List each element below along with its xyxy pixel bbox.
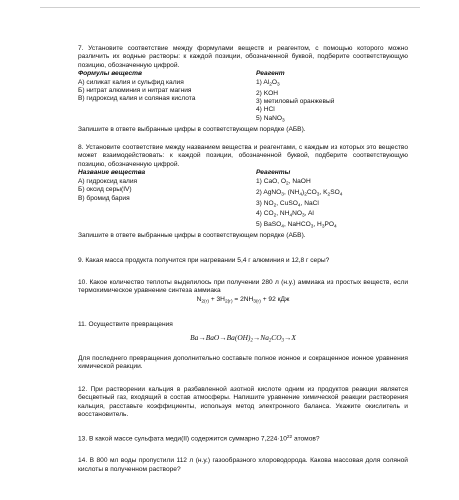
question-7 (78, 45, 408, 134)
question-8-table (78, 169, 408, 232)
question-7-right-5: 5) NaNO$_3$ (256, 114, 285, 124)
page-header-band (0, 0, 459, 30)
question-7-left-header: Формулы веществ (78, 70, 142, 78)
question-8-reagents (256, 169, 408, 232)
question-14-text: 14. В 800 мл воды пропустили 112 л (н.у.) газообразного хлороводорода. Какова массовая доля соляной кислоты в полученном растворе? (78, 457, 408, 473)
question-8-right-1: 1) CaO, $O_2$, NaOH (256, 177, 311, 187)
question-10-text: 10. Какое количество теплоты выделилось при получении 280 л (н.у.) аммиака из простых веществ, если термохимическое уравнение синтеза аммиака (78, 279, 408, 295)
question-7-text: 7. Установите соответствие между формулами веществ и реагентом, с помощью которого можно различить их водные растворы: к каждой позиции, обозначенной буквой, подберите соответствующую позицию, обозначенную цифрой. (78, 45, 408, 69)
question-10-equation: $N_{2(г)} + 3H_{2(г)} = 2NH_{3(г)} + 92$ кДж (196, 295, 290, 305)
question-8-right-4: 4) $CO_2$, $NH_4NO_3$, Al (256, 210, 314, 219)
question-8-right-5: 5) BaSO$_4$, NaHCO$_3$, $H_3PO_4$ (256, 221, 337, 230)
question-8-right-header: Реагенты (256, 169, 291, 177)
question-11-chain: $Ba\to BaO\to Ba(OH)_2\to Na_2CO_3\to X$ (190, 333, 296, 344)
question-7-reagents (256, 70, 408, 125)
question-8-footer: Запишите в ответе выбранные цифры в соответствующем порядке (АБВ). (78, 232, 306, 240)
question-7-right-3: 3) метиловый оранжевый (256, 97, 335, 105)
question-8-left-b: Б) оксид серы(IV) (78, 186, 132, 194)
question-7-right-2: 2) KOH (256, 89, 278, 97)
question-11 (78, 321, 408, 372)
question-7-table (78, 70, 408, 125)
question-8-right-3: 3) $NO_2$, CuSO$_4$, NaCl (256, 199, 319, 208)
question-7-left-c: В) гидроксид калия и соляная кислота (78, 95, 196, 103)
question-7-right-4: 4) HCl (256, 106, 275, 114)
question-7-footer: Запишите в ответе выбранные цифры в соответствующем порядке (АБВ). (78, 125, 306, 133)
header-divider (40, 7, 420, 8)
question-7-right-1: 1) $Al_2O_3$ (256, 78, 280, 88)
question-10 (78, 279, 408, 307)
question-9-text: 9. Какая масса продукта получится при нагревании 5,4 г алюминия и 12,8 г серы? (78, 256, 330, 264)
question-8-left-c: В) бромид бария (78, 194, 130, 202)
question-7-left-b: Б) нитрат алюминия и нитрат магния (78, 87, 192, 95)
question-8-right-2: 2) AgNO$_3$, $(NH_4)_2CO_3$, $K_2SO_4$ (256, 188, 343, 198)
question-11-title: 11. Осуществите превращения (78, 320, 173, 328)
question-7-right-header: Реагент (256, 70, 285, 78)
question-11-text: Для последнего превращения дополнительно составьте полное ионное и сокращенное ионное уравнения химической реакции. (78, 355, 408, 371)
question-13-text: 13. В какой массе сульфата меди(II) содержится суммарно $7,224\cdot 10^{22}$ атомов? (78, 434, 320, 442)
question-8-substances (78, 169, 256, 232)
worksheet (78, 45, 408, 474)
question-8-left-a: А) гидроксид калия (78, 177, 138, 185)
question-8-text: 8. Установите соответствие между названием вещества и реагентами, с каждым из которых это вещество может взаимодействовать: к каждой позиции, обозначенной буквой, подберите соответствующую позицию, обозначенную цифрой. (78, 144, 408, 168)
question-7-left-a: А) силикат калия и сульфид калия (78, 78, 184, 86)
question-7-substances (78, 70, 256, 125)
question-8-left-header: Название вещества (78, 169, 146, 177)
question-8 (78, 144, 408, 241)
question-12-text: 12. При растворении кальция в разбавленной азотной кислоте одним из продуктов реакции является бесцветный газ, входящий в состав атмосферы. Напишите уравнение химической реакции растворения кальция, расставьте коэффициенты, используя метод электронного баланса. Укажите окислитель и восстановитель. (78, 385, 408, 419)
